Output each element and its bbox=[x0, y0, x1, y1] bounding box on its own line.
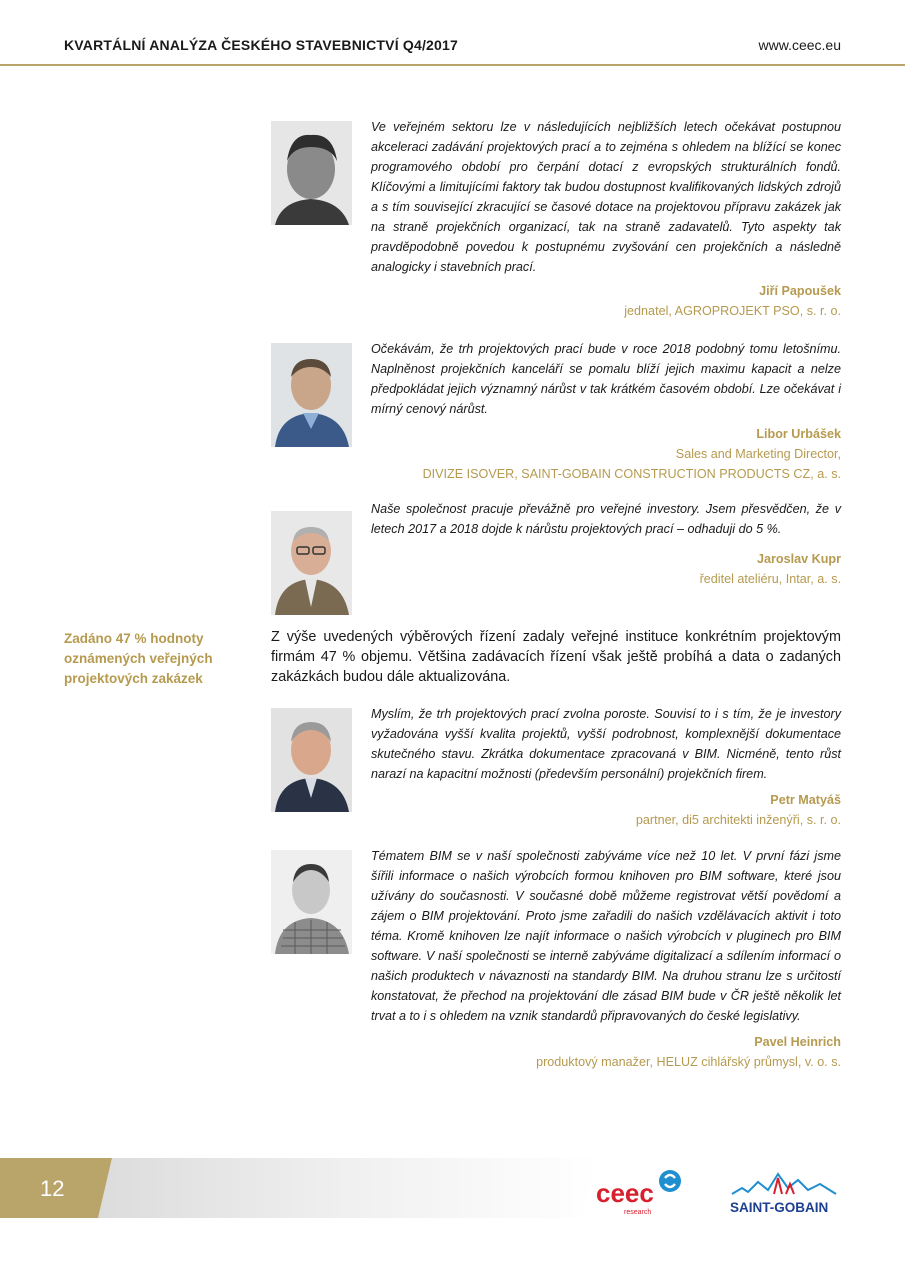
author-role: partner, di5 architekti inženýři, s. r. o. bbox=[635, 813, 841, 827]
quote-block bbox=[271, 846, 841, 1076]
ceec-logo-sub: research bbox=[624, 1209, 652, 1216]
body-paragraph: Z výše uvedených výběrových řízení zadaly veřejné instituce konkrétním projektovým firmám 47 % objemu. Většina zadávacích řízení však ještě probíhá a data o zadaných zakázkách budou dále aktualizována. bbox=[271, 629, 841, 685]
quote-author bbox=[536, 1032, 841, 1072]
saint-gobain-logo bbox=[728, 1168, 843, 1216]
header-url[interactable]: www.ceec.eu bbox=[758, 37, 841, 53]
quote-text: Očekávám, že trh projektových prací bude v roce 2018 podobný tomu letošnímu. Naplněnost projekčních kanceláří se pomalu blíží jejich maximu kapacit a nelze předpokládat jejich významný nárůst v tak krátkém časovém období. Lze očekávat i mírný cenový nárůst. bbox=[371, 342, 841, 416]
side-note: Zadáno 47 % hodnoty oznámených veřejných projektových zakázek bbox=[64, 631, 213, 686]
author-role: produktový manažer, HELUZ cihlářský průmysl, v. o. s. bbox=[536, 1055, 841, 1069]
quote-author bbox=[636, 790, 841, 830]
quote-block bbox=[271, 117, 841, 322]
author-role: jednatel, AGROPROJEKT PSO, s. r. o. bbox=[624, 304, 841, 318]
author-name: Jiří Papoušek bbox=[759, 284, 841, 298]
page-header bbox=[0, 0, 905, 66]
quote-text: Tématem BIM se v naší společnosti zabýváme více než 10 let. V první fázi jsme šířili informace o našich výrobcích formou knihoven pro BIM software, které jsou užívány do současnosti. V současné době můžeme registrovat větší povědomí a zájem o BIM projektování. Proto jsme zařadili do našich vzdělávacích aktivit i toto téma. Kromě knihoven lze najít informace o našich výrobcích v pluginech pro BIM software. V naší společnosti se interně zabýváme digitalizací a sdílením informací o našich produktech v návaznosti na standardy BIM. Na druhou stranu lze s určitostí konstatovat, že přechod na projektování dle zásad BIM bude v ČR ještě několik let trvat a to i s ohledem na vznik standardů připravovaných do české legislativy. bbox=[371, 849, 841, 1023]
quote-block bbox=[271, 704, 841, 829]
author-role: Sales and Marketing Director, bbox=[675, 447, 841, 461]
author-photo bbox=[271, 850, 352, 954]
author-photo bbox=[271, 511, 352, 615]
quote-text: Naše společnost pracuje převážně pro veřejné investory. Jsem přesvědčen, že v letech 2017 a 2018 dojde k nárůstu projektových prací – odhaduji do 5 %. bbox=[371, 502, 841, 536]
author-photo bbox=[271, 708, 352, 812]
author-photo bbox=[271, 121, 352, 225]
author-role: ředitel ateliéru, Intar, a. s. bbox=[699, 572, 841, 586]
ceec-logo bbox=[594, 1166, 688, 1216]
ceec-logo-text: ceec bbox=[596, 1178, 654, 1208]
author-name: Pavel Heinrich bbox=[754, 1035, 841, 1049]
author-name: Jaroslav Kupr bbox=[757, 552, 841, 566]
quote-block bbox=[271, 499, 841, 611]
saint-gobain-logo-text: SAINT-GOBAIN bbox=[730, 1200, 829, 1215]
quote-block bbox=[271, 339, 841, 484]
quote-text: Myslím, že trh projektových prací zvolna poroste. Souvisí to i s tím, že je investory vyžadována vyšší kvalita projektů, vyšší podrobnost, komplexnější dokumentace skutečného stavu. Zkrátka dokumentace zpracovaná v BIM. Nicméně, tento růst narazí na kapacitní možnosti (především personální) projekčních firem. bbox=[371, 707, 841, 781]
quote-author bbox=[624, 281, 841, 321]
header-title: KVARTÁLNÍ ANALÝZA ČESKÉHO STAVEBNICTVÍ Q4/2017 bbox=[64, 37, 458, 53]
page-number: 12 bbox=[40, 1176, 65, 1201]
quote-text: Ve veřejném sektoru lze v následujících nejbližších letech očekávat postupnou akceleraci zadávání projektových prací a to zejména s ohledem na blížící se konec programového období pro čerpání dotací z evropských strukturálních fondů. Klíčovými a limitujícími faktory tak budou dostupnost kvalifikovaných lidských zdrojů a s tím související zkracující se časové dotace na projektovou přípravu zakázek jak na straně projekčních organizací, tak na straně zadavatelů. Tyto aspekty tak pravděpodobně povedou k postupnému zvyšování cen projekčních a následně analogicky i stavebních prací. bbox=[371, 120, 841, 274]
quote-author bbox=[700, 549, 841, 589]
quote-author bbox=[423, 424, 841, 484]
author-photo bbox=[271, 343, 352, 447]
author-name: Petr Matyáš bbox=[770, 793, 841, 807]
author-name: Libor Urbášek bbox=[756, 427, 841, 441]
author-role: DIVIZE ISOVER, SAINT-GOBAIN CONSTRUCTION PRODUCTS CZ, a. s. bbox=[422, 467, 841, 481]
